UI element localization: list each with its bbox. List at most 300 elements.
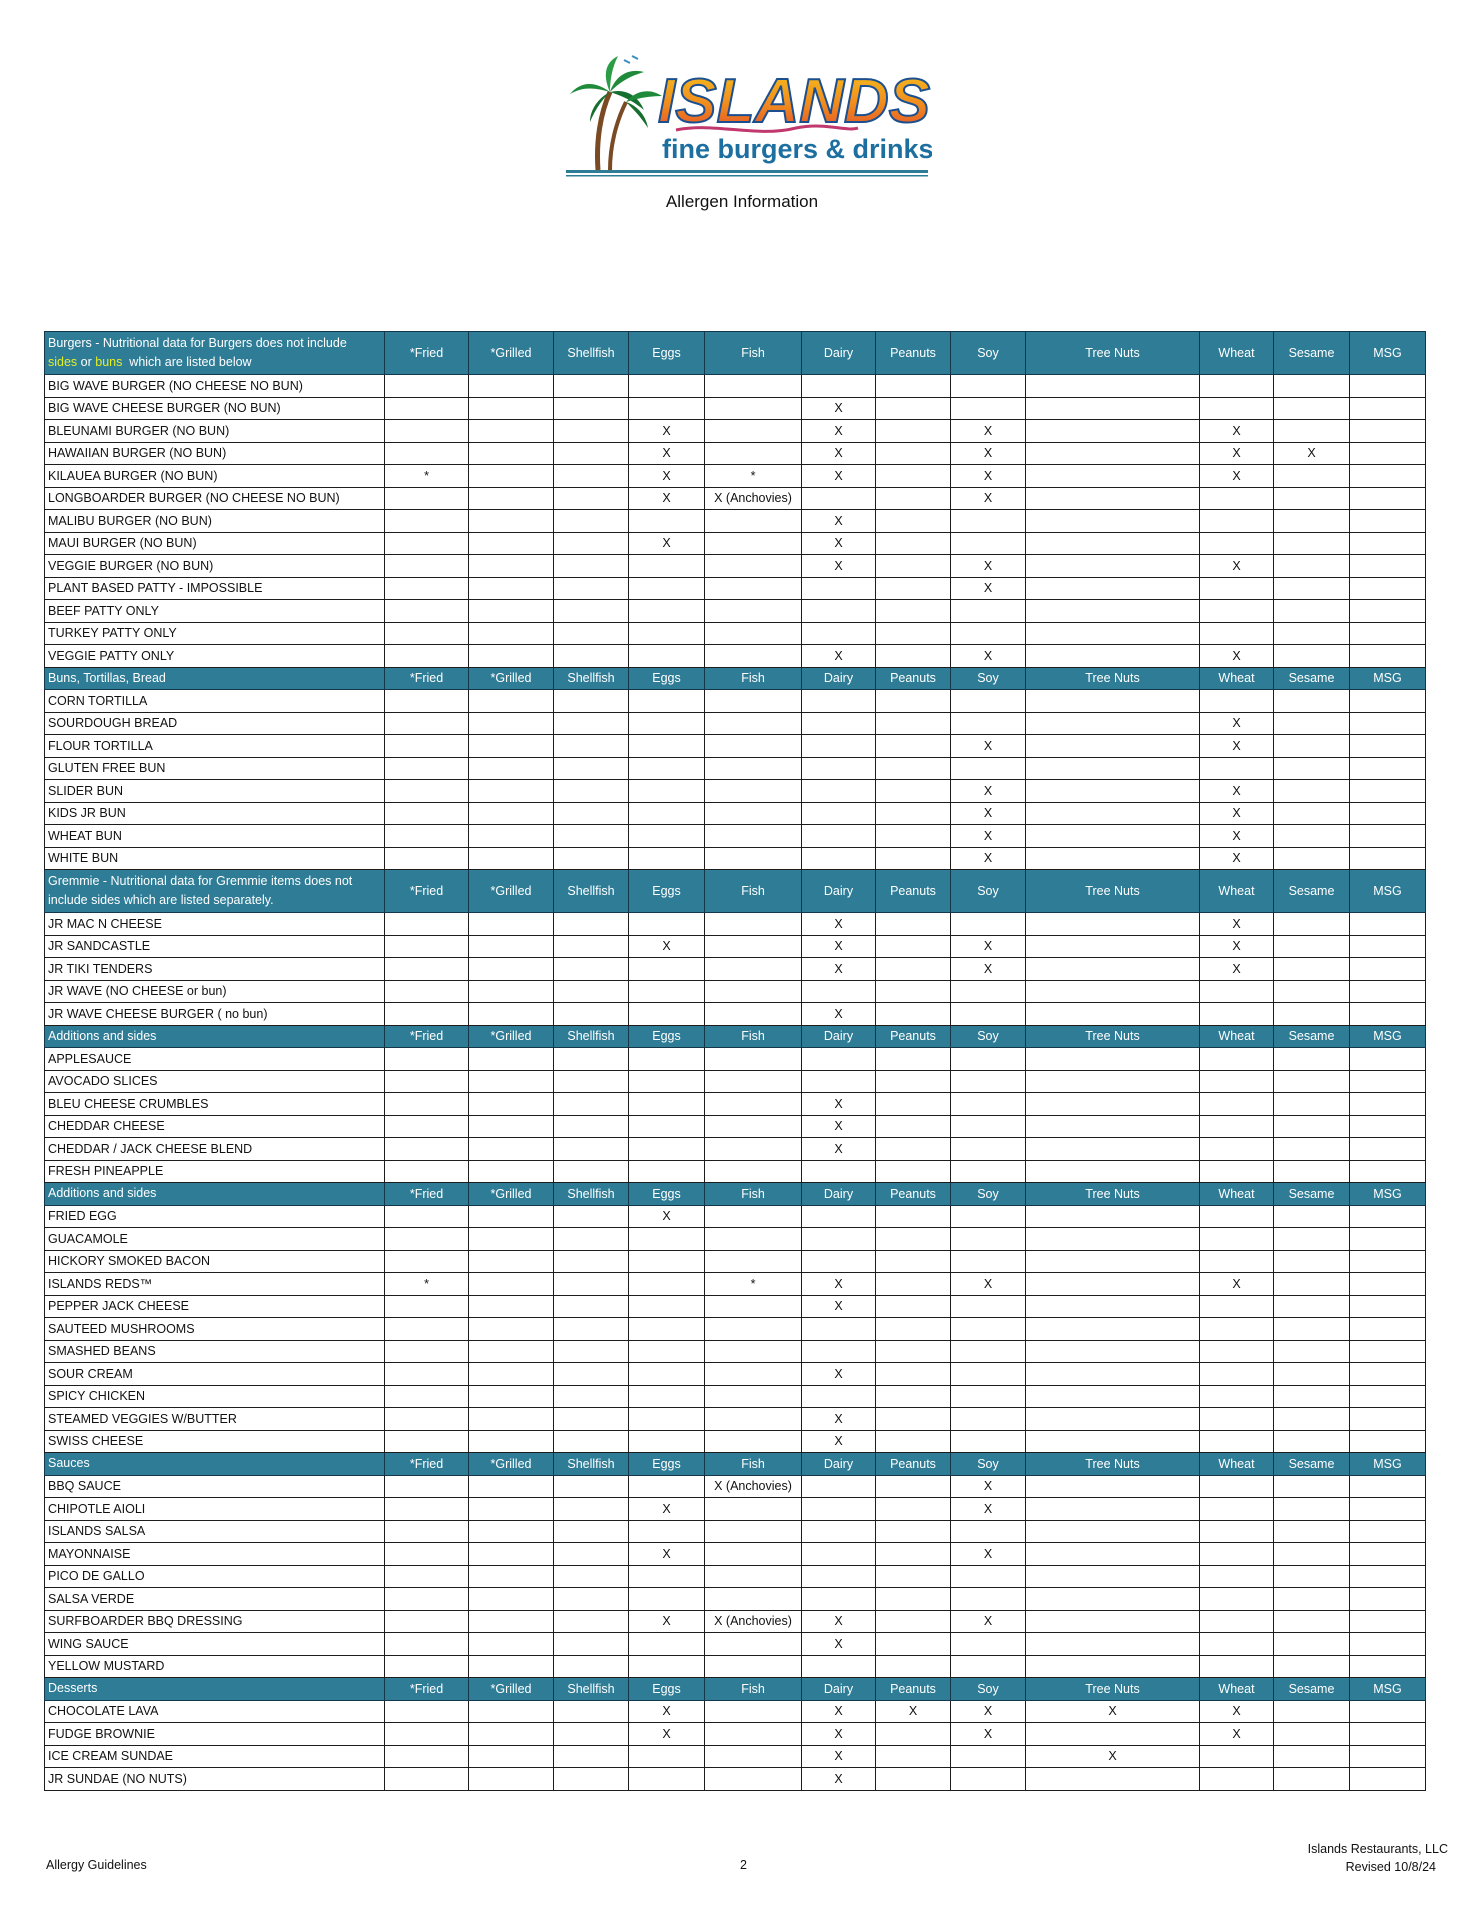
allergen-cell bbox=[469, 1745, 554, 1768]
allergen-cell bbox=[469, 1363, 554, 1386]
allergen-cell: X bbox=[629, 1700, 705, 1723]
allergen-cell bbox=[629, 510, 705, 533]
item-name: JR TIKI TENDERS bbox=[45, 958, 385, 981]
allergen-cell bbox=[385, 487, 469, 510]
allergen-cell bbox=[554, 780, 629, 803]
item-name: SPICY CHICKEN bbox=[45, 1385, 385, 1408]
allergen-cell bbox=[469, 600, 554, 623]
item-name: BLEUNAMI BURGER (NO BUN) bbox=[45, 420, 385, 443]
allergen-cell bbox=[1274, 1205, 1350, 1228]
allergen-cell bbox=[951, 600, 1026, 623]
column-header: Shellfish bbox=[554, 1453, 629, 1476]
allergen-cell bbox=[951, 1048, 1026, 1071]
allergen-cell bbox=[876, 1610, 951, 1633]
column-header: Fish bbox=[705, 1025, 802, 1048]
table-row bbox=[45, 1160, 1426, 1183]
column-header: Soy bbox=[951, 332, 1026, 375]
allergen-cell bbox=[705, 690, 802, 713]
column-header: Fish bbox=[705, 667, 802, 690]
allergen-cell bbox=[1274, 622, 1350, 645]
allergen-cell bbox=[629, 622, 705, 645]
allergen-cell bbox=[629, 757, 705, 780]
allergen-cell bbox=[385, 802, 469, 825]
allergen-cell bbox=[1274, 1273, 1350, 1296]
allergen-cell bbox=[469, 442, 554, 465]
allergen-cell bbox=[1350, 1408, 1426, 1431]
allergen-cell bbox=[469, 1318, 554, 1341]
allergen-cell bbox=[951, 622, 1026, 645]
column-header: Eggs bbox=[629, 667, 705, 690]
allergen-cell bbox=[554, 465, 629, 488]
allergen-cell bbox=[1200, 1543, 1274, 1566]
column-header: Sesame bbox=[1274, 1453, 1350, 1476]
allergen-cell: X bbox=[951, 802, 1026, 825]
item-name: GLUTEN FREE BUN bbox=[45, 757, 385, 780]
allergen-cell bbox=[876, 1520, 951, 1543]
allergen-cell bbox=[951, 712, 1026, 735]
allergen-cell bbox=[1274, 397, 1350, 420]
allergen-cell: X bbox=[629, 1723, 705, 1746]
item-name: FLOUR TORTILLA bbox=[45, 735, 385, 758]
table-row bbox=[45, 1273, 1426, 1296]
allergen-cell bbox=[951, 1205, 1026, 1228]
allergen-cell bbox=[1350, 1250, 1426, 1273]
table-row bbox=[45, 935, 1426, 958]
allergen-cell bbox=[1350, 1498, 1426, 1521]
table-row bbox=[45, 1295, 1426, 1318]
allergen-cell: X (Anchovies) bbox=[705, 1610, 802, 1633]
allergen-cell bbox=[1274, 1385, 1350, 1408]
allergen-cell bbox=[1274, 510, 1350, 533]
section-title bbox=[45, 1025, 385, 1048]
allergen-cell bbox=[876, 442, 951, 465]
allergen-cell: X bbox=[802, 532, 876, 555]
allergen-cell bbox=[385, 1745, 469, 1768]
allergen-cell bbox=[385, 1093, 469, 1116]
allergen-cell bbox=[385, 1633, 469, 1656]
table-row bbox=[45, 1543, 1426, 1566]
allergen-cell: X bbox=[629, 1498, 705, 1521]
allergen-cell bbox=[1026, 1048, 1200, 1071]
allergen-cell bbox=[876, 1160, 951, 1183]
allergen-cell bbox=[1274, 1318, 1350, 1341]
allergen-cell bbox=[1026, 442, 1200, 465]
allergen-cell bbox=[1274, 735, 1350, 758]
allergen-cell bbox=[802, 712, 876, 735]
allergen-cell: X bbox=[951, 465, 1026, 488]
allergen-cell bbox=[554, 847, 629, 870]
allergen-cell bbox=[802, 577, 876, 600]
allergen-cell bbox=[705, 1565, 802, 1588]
item-name: PICO DE GALLO bbox=[45, 1565, 385, 1588]
allergen-cell bbox=[1350, 1205, 1426, 1228]
allergen-cell bbox=[554, 1633, 629, 1656]
allergen-cell bbox=[802, 1475, 876, 1498]
allergen-cell bbox=[554, 1655, 629, 1678]
allergen-cell bbox=[1350, 1610, 1426, 1633]
allergen-cell bbox=[1274, 980, 1350, 1003]
allergen-cell bbox=[951, 1408, 1026, 1431]
column-header: Fish bbox=[705, 870, 802, 913]
allergen-cell bbox=[1274, 1093, 1350, 1116]
allergen-cell bbox=[629, 1633, 705, 1656]
allergen-cell bbox=[629, 1093, 705, 1116]
allergen-cell bbox=[385, 958, 469, 981]
allergen-cell bbox=[876, 510, 951, 533]
allergen-cell bbox=[629, 958, 705, 981]
allergen-cell bbox=[469, 913, 554, 936]
allergen-cell bbox=[1026, 1003, 1200, 1026]
allergen-cell: X bbox=[1200, 825, 1274, 848]
allergen-cell bbox=[876, 1048, 951, 1071]
allergen-cell bbox=[802, 1655, 876, 1678]
item-name: LONGBOARDER BURGER (NO CHEESE NO BUN) bbox=[45, 487, 385, 510]
allergen-cell: X bbox=[951, 1273, 1026, 1296]
allergen-cell: X bbox=[1200, 847, 1274, 870]
allergen-cell bbox=[469, 1048, 554, 1071]
allergen-cell bbox=[1274, 1633, 1350, 1656]
allergen-cell bbox=[385, 1295, 469, 1318]
allergen-cell bbox=[1200, 1430, 1274, 1453]
allergen-cell bbox=[705, 1318, 802, 1341]
allergen-cell: X bbox=[1200, 442, 1274, 465]
item-name: MAUI BURGER (NO BUN) bbox=[45, 532, 385, 555]
allergen-cell bbox=[1350, 712, 1426, 735]
allergen-cell bbox=[385, 780, 469, 803]
allergen-cell bbox=[876, 375, 951, 398]
allergen-cell bbox=[385, 980, 469, 1003]
table-row bbox=[45, 1700, 1426, 1723]
column-header: Tree Nuts bbox=[1026, 667, 1200, 690]
item-name: WING SAUCE bbox=[45, 1633, 385, 1656]
allergen-cell: X bbox=[951, 780, 1026, 803]
allergen-cell bbox=[469, 802, 554, 825]
allergen-cell bbox=[1200, 1093, 1274, 1116]
allergen-cell bbox=[705, 1498, 802, 1521]
allergen-cell bbox=[1200, 1228, 1274, 1251]
allergen-cell: X bbox=[629, 1543, 705, 1566]
allergen-cell bbox=[876, 802, 951, 825]
allergen-cell bbox=[629, 1408, 705, 1431]
column-header: Dairy bbox=[802, 332, 876, 375]
allergen-cell bbox=[469, 1205, 554, 1228]
column-header: *Grilled bbox=[469, 1183, 554, 1206]
allergen-cell bbox=[1274, 1700, 1350, 1723]
allergen-cell bbox=[469, 645, 554, 668]
allergen-cell bbox=[385, 1520, 469, 1543]
allergen-cell bbox=[1200, 1520, 1274, 1543]
allergen-cell bbox=[629, 1565, 705, 1588]
allergen-cell bbox=[385, 1048, 469, 1071]
allergen-cell: * bbox=[705, 465, 802, 488]
item-name: YELLOW MUSTARD bbox=[45, 1655, 385, 1678]
allergen-cell bbox=[1200, 600, 1274, 623]
table-row bbox=[45, 1003, 1426, 1026]
allergen-cell bbox=[469, 465, 554, 488]
allergen-cell bbox=[629, 1250, 705, 1273]
allergen-cell: X bbox=[1200, 465, 1274, 488]
allergen-cell bbox=[629, 1003, 705, 1026]
allergen-cell bbox=[629, 600, 705, 623]
allergen-cell bbox=[1026, 420, 1200, 443]
allergen-cell: X bbox=[802, 510, 876, 533]
allergen-cell bbox=[385, 1498, 469, 1521]
allergen-cell bbox=[629, 1745, 705, 1768]
column-header: *Fried bbox=[385, 1453, 469, 1476]
allergen-cell bbox=[385, 420, 469, 443]
column-header: Wheat bbox=[1200, 870, 1274, 913]
column-header: *Grilled bbox=[469, 332, 554, 375]
column-header: Shellfish bbox=[554, 1025, 629, 1048]
allergen-cell bbox=[1274, 1160, 1350, 1183]
column-header: Dairy bbox=[802, 870, 876, 913]
table-row bbox=[45, 622, 1426, 645]
allergen-cell bbox=[802, 1048, 876, 1071]
column-header: Peanuts bbox=[876, 870, 951, 913]
section-header-row bbox=[45, 870, 1426, 913]
allergen-cell: X bbox=[951, 1498, 1026, 1521]
allergen-cell bbox=[554, 1003, 629, 1026]
allergen-cell bbox=[385, 1205, 469, 1228]
buns-highlight: buns bbox=[95, 355, 123, 369]
allergen-cell bbox=[1274, 1138, 1350, 1161]
item-name: SWISS CHEESE bbox=[45, 1430, 385, 1453]
allergen-cell bbox=[802, 847, 876, 870]
allergen-cell bbox=[385, 757, 469, 780]
allergen-cell bbox=[629, 1048, 705, 1071]
allergen-cell bbox=[385, 555, 469, 578]
allergen-cell bbox=[705, 1745, 802, 1768]
allergen-cell bbox=[469, 1273, 554, 1296]
title-rest: which are listed below bbox=[122, 355, 252, 369]
table-row bbox=[45, 600, 1426, 623]
allergen-cell bbox=[951, 1070, 1026, 1093]
allergen-cell bbox=[705, 1205, 802, 1228]
allergen-cell bbox=[629, 1318, 705, 1341]
allergen-cell bbox=[554, 645, 629, 668]
allergen-cell bbox=[1026, 487, 1200, 510]
allergen-cell bbox=[385, 1340, 469, 1363]
allergen-cell bbox=[876, 1363, 951, 1386]
allergen-cell bbox=[1200, 375, 1274, 398]
item-name: WHITE BUN bbox=[45, 847, 385, 870]
sides-highlight: sides bbox=[48, 355, 78, 369]
allergen-cell bbox=[469, 1633, 554, 1656]
allergen-cell bbox=[629, 690, 705, 713]
table-row bbox=[45, 735, 1426, 758]
allergen-cell bbox=[1026, 1273, 1200, 1296]
allergen-cell bbox=[951, 532, 1026, 555]
allergen-cell bbox=[705, 1363, 802, 1386]
allergen-cell bbox=[385, 1543, 469, 1566]
column-header: *Grilled bbox=[469, 1453, 554, 1476]
allergen-cell bbox=[1026, 465, 1200, 488]
section-header-row bbox=[45, 1678, 1426, 1701]
allergen-cell: * bbox=[705, 1273, 802, 1296]
allergen-table bbox=[44, 331, 1426, 1791]
allergen-cell bbox=[705, 1295, 802, 1318]
allergen-cell bbox=[1350, 1228, 1426, 1251]
allergen-cell: X bbox=[1274, 442, 1350, 465]
section-title bbox=[45, 1678, 385, 1701]
section-title bbox=[45, 1453, 385, 1476]
allergen-cell bbox=[876, 1655, 951, 1678]
column-header: *Grilled bbox=[469, 1025, 554, 1048]
allergen-cell bbox=[1200, 1138, 1274, 1161]
allergen-cell bbox=[876, 1250, 951, 1273]
section-title bbox=[45, 870, 385, 913]
allergen-cell: X bbox=[1200, 712, 1274, 735]
allergen-cell bbox=[876, 913, 951, 936]
table-row bbox=[45, 1093, 1426, 1116]
allergen-cell bbox=[876, 757, 951, 780]
allergen-cell bbox=[385, 1318, 469, 1341]
table-row bbox=[45, 1340, 1426, 1363]
allergen-cell bbox=[705, 825, 802, 848]
allergen-cell bbox=[1026, 1520, 1200, 1543]
allergen-cell bbox=[1200, 1385, 1274, 1408]
allergen-cell bbox=[1350, 420, 1426, 443]
allergen-cell bbox=[385, 1700, 469, 1723]
allergen-cell bbox=[705, 780, 802, 803]
table-row bbox=[45, 442, 1426, 465]
column-header: Sesame bbox=[1274, 667, 1350, 690]
allergen-cell bbox=[385, 375, 469, 398]
allergen-cell bbox=[802, 735, 876, 758]
allergen-cell: X bbox=[1200, 780, 1274, 803]
allergen-cell bbox=[385, 532, 469, 555]
table-row bbox=[45, 1768, 1426, 1791]
allergen-cell bbox=[1274, 1655, 1350, 1678]
allergen-cell bbox=[629, 1655, 705, 1678]
allergen-cell bbox=[1350, 735, 1426, 758]
table-row bbox=[45, 510, 1426, 533]
table-row bbox=[45, 645, 1426, 668]
allergen-cell bbox=[1274, 1430, 1350, 1453]
allergen-cell bbox=[1350, 1138, 1426, 1161]
allergen-cell bbox=[469, 1093, 554, 1116]
allergen-cell: X bbox=[1200, 735, 1274, 758]
allergen-cell bbox=[1026, 825, 1200, 848]
column-header: Fish bbox=[705, 1453, 802, 1476]
allergen-cell bbox=[1200, 397, 1274, 420]
column-header: Peanuts bbox=[876, 1025, 951, 1048]
section-title-text: Desserts bbox=[48, 1681, 98, 1696]
allergen-cell: X bbox=[1200, 555, 1274, 578]
allergen-cell bbox=[1350, 1048, 1426, 1071]
table-row bbox=[45, 1723, 1426, 1746]
allergen-cell bbox=[385, 1250, 469, 1273]
allergen-cell bbox=[1200, 622, 1274, 645]
allergen-cell bbox=[1026, 1655, 1200, 1678]
allergen-cell bbox=[1200, 1048, 1274, 1071]
allergen-cell bbox=[951, 1160, 1026, 1183]
column-header: Fish bbox=[705, 1183, 802, 1206]
allergen-cell bbox=[705, 510, 802, 533]
allergen-cell bbox=[705, 577, 802, 600]
allergen-cell bbox=[469, 1610, 554, 1633]
allergen-cell bbox=[629, 1588, 705, 1611]
allergen-cell bbox=[802, 1340, 876, 1363]
allergen-cell: X bbox=[802, 1115, 876, 1138]
allergen-cell bbox=[554, 802, 629, 825]
section-title-text: Additions and sides bbox=[48, 1186, 157, 1201]
table-row bbox=[45, 1228, 1426, 1251]
allergen-cell bbox=[876, 958, 951, 981]
allergen-cell bbox=[1350, 1633, 1426, 1656]
section-header-row bbox=[45, 1025, 1426, 1048]
allergen-cell bbox=[876, 600, 951, 623]
allergen-cell bbox=[1350, 958, 1426, 981]
section-title-text: Buns, Tortillas, Bread bbox=[48, 670, 166, 685]
allergen-cell bbox=[629, 555, 705, 578]
allergen-cell bbox=[1026, 690, 1200, 713]
allergen-cell bbox=[469, 1385, 554, 1408]
table-row bbox=[45, 1498, 1426, 1521]
allergen-cell bbox=[1350, 1070, 1426, 1093]
allergen-cell bbox=[1026, 1295, 1200, 1318]
allergen-cell bbox=[469, 1520, 554, 1543]
allergen-cell bbox=[705, 397, 802, 420]
allergen-cell bbox=[876, 465, 951, 488]
allergen-cell bbox=[951, 1565, 1026, 1588]
allergen-cell: X bbox=[802, 1723, 876, 1746]
allergen-cell: X bbox=[802, 1363, 876, 1386]
item-name: CORN TORTILLA bbox=[45, 690, 385, 713]
allergen-cell bbox=[951, 1385, 1026, 1408]
allergen-cell: X bbox=[951, 420, 1026, 443]
allergen-cell bbox=[705, 980, 802, 1003]
allergen-cell bbox=[554, 1745, 629, 1768]
item-name: BIG WAVE BURGER (NO CHEESE NO BUN) bbox=[45, 375, 385, 398]
allergen-cell bbox=[951, 1363, 1026, 1386]
allergen-cell bbox=[1026, 1543, 1200, 1566]
item-name: BLEU CHEESE CRUMBLES bbox=[45, 1093, 385, 1116]
allergen-cell bbox=[554, 735, 629, 758]
column-header: MSG bbox=[1350, 667, 1426, 690]
allergen-cell bbox=[1274, 1250, 1350, 1273]
allergen-cell bbox=[951, 690, 1026, 713]
allergen-cell bbox=[705, 600, 802, 623]
table-row bbox=[45, 690, 1426, 713]
allergen-cell: * bbox=[385, 465, 469, 488]
svg-text:ISLANDS: ISLANDS bbox=[658, 67, 931, 136]
allergen-cell bbox=[1274, 577, 1350, 600]
table-row bbox=[45, 1385, 1426, 1408]
allergen-cell bbox=[1274, 1070, 1350, 1093]
allergen-cell bbox=[1274, 935, 1350, 958]
allergen-cell: X bbox=[802, 1408, 876, 1431]
allergen-cell bbox=[554, 1723, 629, 1746]
item-name: BBQ SAUCE bbox=[45, 1475, 385, 1498]
allergen-cell bbox=[1274, 1543, 1350, 1566]
allergen-cell bbox=[469, 1070, 554, 1093]
allergen-cell bbox=[876, 1115, 951, 1138]
table-row bbox=[45, 1138, 1426, 1161]
allergen-cell bbox=[1200, 980, 1274, 1003]
table-row bbox=[45, 913, 1426, 936]
table-row bbox=[45, 1205, 1426, 1228]
table-row bbox=[45, 1115, 1426, 1138]
allergen-cell bbox=[554, 397, 629, 420]
allergen-cell bbox=[554, 1520, 629, 1543]
allergen-cell bbox=[705, 1588, 802, 1611]
allergen-cell bbox=[1274, 1498, 1350, 1521]
table-row bbox=[45, 1430, 1426, 1453]
table-row bbox=[45, 420, 1426, 443]
allergen-cell bbox=[469, 1295, 554, 1318]
item-name: STEAMED VEGGIES W/BUTTER bbox=[45, 1408, 385, 1431]
